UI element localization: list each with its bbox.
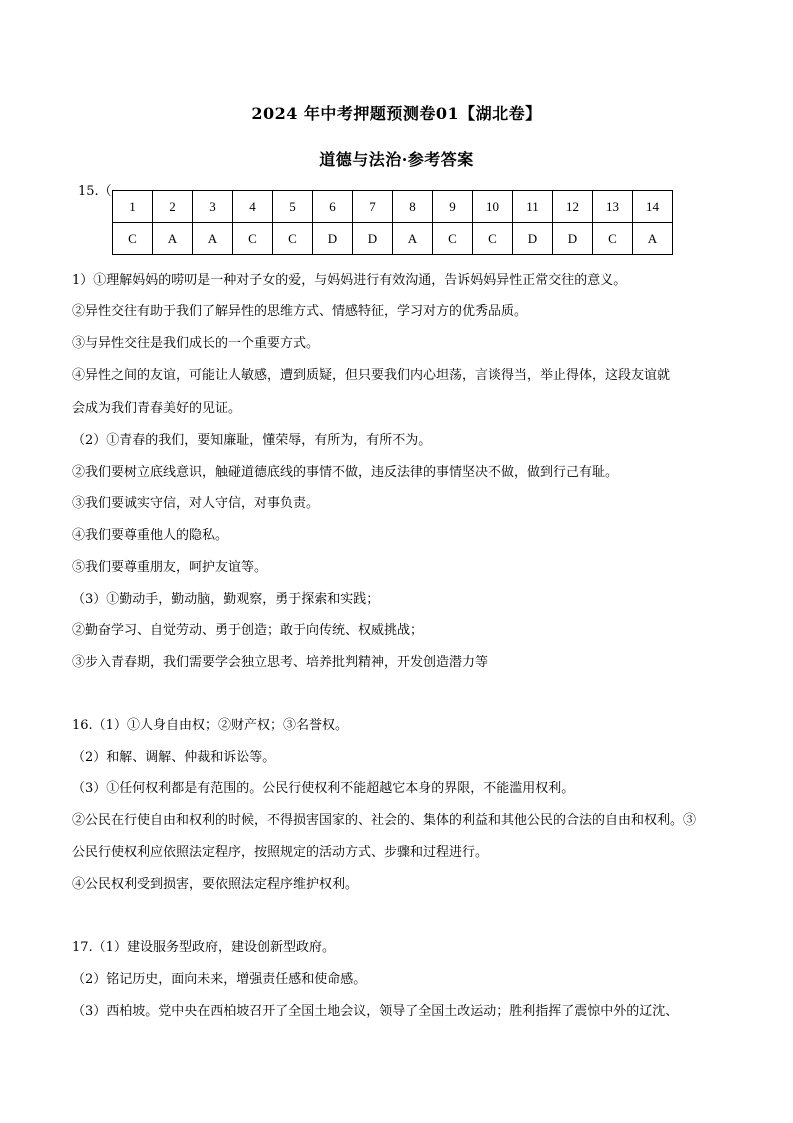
answer-text-line: （2）和解、调解、仲裁和诉讼等。 — [72, 750, 276, 765]
answer-text-line: ②异性交往有助于我们了解异性的思维方式、情感特征，学习对方的优秀品质。 — [72, 304, 528, 319]
question-15-label: 15.（ — [78, 184, 112, 199]
answer-text-line: （2）①青春的我们，要知廉耻，懂荣辱，有所为，有所不为。 — [72, 433, 432, 448]
page-subtitle: 道德与法治·参考答案 — [319, 150, 474, 169]
answer-table-number-row — [113, 191, 673, 223]
answer-cell: A — [193, 223, 233, 255]
answer-text-line: （3）①勤动手，勤动脑，勤观察，勇于探索和实践； — [72, 592, 380, 607]
answer-cell: A — [393, 223, 433, 255]
answer-text-line: （3）西柏坡。党中央在西柏坡召开了全国土地会议，领导了全国土改运动；胜利指挥了震惊中外的辽沈、 — [72, 1004, 679, 1019]
question-number-cell: 1 — [113, 191, 153, 223]
answer-table-answer-row — [113, 223, 673, 255]
answer-text-line: （2）铭记历史，面向未来，增强责任感和使命感。 — [72, 972, 367, 987]
answer-text-line: 会成为我们青春美好的见证。 — [72, 401, 242, 416]
answer-cell: D — [353, 223, 393, 255]
answer-text-line: 17.（1）建设服务型政府，建设创新型政府。 — [72, 940, 335, 955]
answer-text-line: ③步入青春期，我们需要学会独立思考、培养批判精神，开发创造潜力等 — [72, 655, 489, 670]
question-number-cell: 11 — [513, 191, 553, 223]
answer-cell: C — [233, 223, 273, 255]
answer-text-line: ②公民在行使自由和权利的时候，不得损害国家的、社会的、集体的利益和其他公民的合法的自由和权利。③ — [72, 813, 697, 828]
answer-text-line: 16.（1）①人身自由权；②财产权；③名誉权。 — [72, 718, 348, 733]
page-title: 2024 年中考押题预测卷01【湖北卷】 — [251, 104, 542, 123]
answer-cell: C — [113, 223, 153, 255]
answer-cell: C — [593, 223, 633, 255]
answer-text-line: ②勤奋学习、自觉劳动、勇于创造；敢于向传统、权威挑战； — [72, 623, 424, 638]
question-number-cell: 6 — [313, 191, 353, 223]
answer-table — [112, 190, 673, 255]
answer-text-line: ⑤我们要尊重朋友，呵护友谊等。 — [72, 560, 268, 575]
question-number-cell: 13 — [593, 191, 633, 223]
answer-cell: D — [313, 223, 353, 255]
answer-cell: C — [473, 223, 513, 255]
question-number-cell: 9 — [433, 191, 473, 223]
question-number-cell: 5 — [273, 191, 313, 223]
question-number-cell: 14 — [633, 191, 673, 223]
answer-text-line: 公民行使权利应依照法定程序，按照规定的活动方式、步骤和过程进行。 — [72, 845, 489, 860]
answer-text-line: ④异性之间的友谊，可能让人敏感，遭到质疑，但只要我们内心坦荡，言谈得当，举止得体，这段友谊就 — [72, 368, 671, 383]
answer-cell: A — [153, 223, 193, 255]
question-number-cell: 8 — [393, 191, 433, 223]
answer-text-line: ③与异性交往是我们成长的一个重要方式。 — [72, 336, 320, 351]
question-number-cell: 3 — [193, 191, 233, 223]
answer-text-line: 1）①理解妈妈的唠叨是一种对子女的爱，与妈妈进行有效沟通，告诉妈妈异性正常交往的意义。 — [72, 273, 627, 288]
question-number-cell: 7 — [353, 191, 393, 223]
answer-cell: D — [513, 223, 553, 255]
question-number-cell: 12 — [553, 191, 593, 223]
answer-cell: D — [553, 223, 593, 255]
answer-cell: C — [433, 223, 473, 255]
question-number-cell: 10 — [473, 191, 513, 223]
answer-text-line: ②我们要树立底线意识，触碰道德底线的事情不做，违反法律的事情坚决不做，做到行己有耻。 — [72, 465, 619, 480]
answer-cell: C — [273, 223, 313, 255]
answer-cell: A — [633, 223, 673, 255]
answer-text-line: （3）①任何权利都是有范围的。公民行使权利不能超越它本身的界限，不能滥用权利。 — [72, 781, 575, 796]
answer-text-line: ④我们要尊重他人的隐私。 — [72, 528, 229, 543]
question-number-cell: 4 — [233, 191, 273, 223]
answer-text-line: ③我们要诚实守信，对人守信，对事负责。 — [72, 496, 320, 511]
answer-text-line: ④公民权利受到损害，要依照法定程序维护权利。 — [72, 877, 359, 892]
question-number-cell: 2 — [153, 191, 193, 223]
